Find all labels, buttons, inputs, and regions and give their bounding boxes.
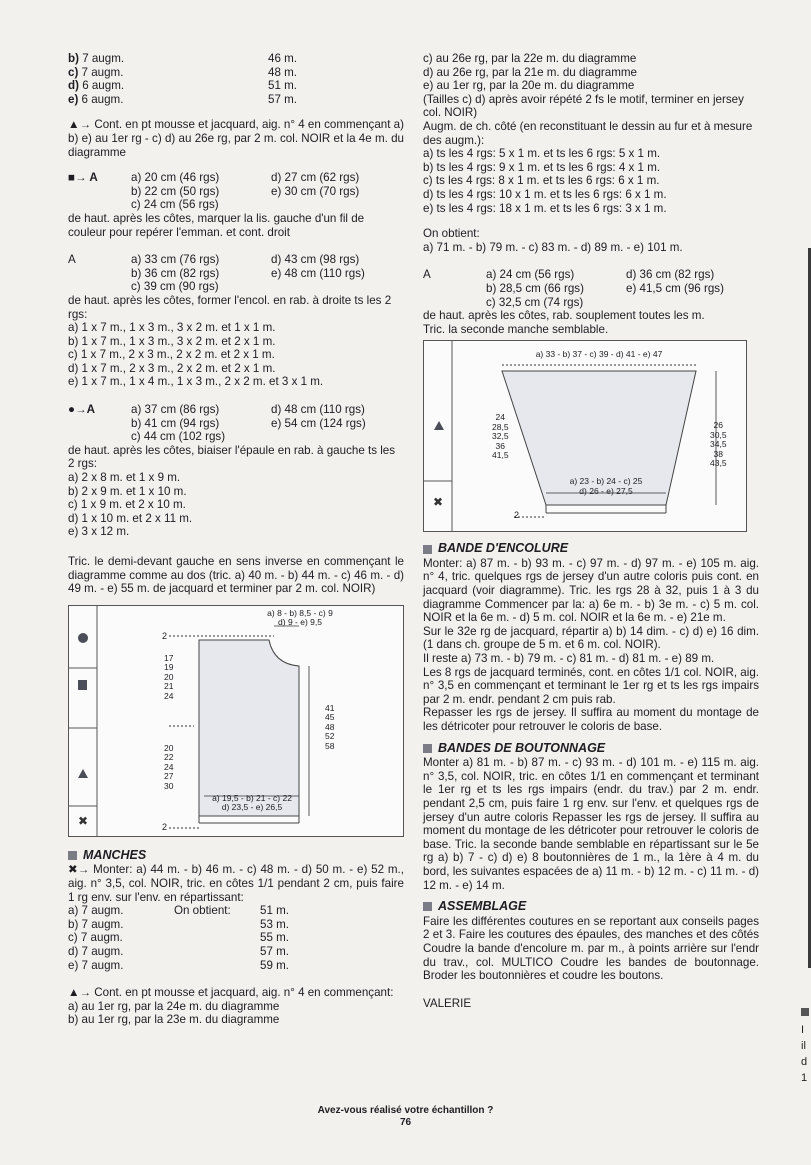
square-bullet-icon: [423, 744, 432, 753]
list-item: d) 1 x 10 m. et 2 x 11 m.: [68, 511, 193, 525]
paragraph-neckline: de haut. après les côtes, former l'encol. en rab. à droite ts les 2 rgs:: [68, 293, 392, 321]
list-item: e) ts les 4 rgs: 18 x 1 m. et ts les 6 rgs: 3 x 1 m.: [423, 201, 667, 215]
list-item: a) 1 x 7 m., 1 x 3 m., 3 x 2 m. et 1 x 1 m.: [68, 321, 276, 335]
adjacent-page-text: I il d 1: [801, 1008, 811, 1086]
top-row-marker: 2: [162, 630, 168, 641]
list-item: e) 1 x 7 m., 1 x 4 m., 1 x 3 m., 2 x 2 m. et 3 x 1 m.: [68, 375, 324, 389]
increases-list: [423, 147, 759, 215]
right-column: [423, 52, 759, 1010]
size-block-sleeve: A a) 24 cm (56 rgs) d) 36 cm (82 rgs) b) 28,5 cm (66 rgs) e) 41,5 cm (96 rgs) c) 32,5 cm (74 rgs): [423, 268, 724, 309]
square-bullet-icon: [423, 545, 432, 554]
top-dim-label: a) 8 - b) 8,5 - c) 9 d) 9 - e) 9,5: [267, 607, 333, 627]
list-item: c) au 26e rg, par la 22e m. du diagramme: [423, 52, 637, 65]
triangle-symbol-icon: [78, 769, 88, 778]
total-heights: 41 45 48 52 58: [325, 702, 335, 751]
paragraph-encolure-4: Les 8 rgs de jacquard terminés, cont. en côtes 1/1 col. NOIR, aig. n° 3,5 en commençant et terminant le 1er rg et ts les rgs impairs par 2 m. endr. pendant 2 cm puis rab.: [423, 665, 759, 706]
armhole-heights: 17 19 20 21 24: [164, 652, 174, 701]
list-item: a) au 1er rg, par la 24e m. du diagramme: [68, 999, 280, 1013]
square-bullet-icon: [423, 902, 432, 911]
paragraph-increases: Augm. de ch. côté (en reconstituant le dessin au fur et à mesure des augm.):: [423, 119, 753, 147]
list-item: c) 7 augm. 48 m.: [68, 65, 297, 79]
section-heading-encolure: BANDE D'ENCOLURE: [423, 542, 759, 556]
paragraph-encolure-5: Repasser les rgs de jersey. Il suffira au moment du montage de les détricoter pour retrouver le coloris de base.: [423, 706, 759, 733]
paragraph-encolure: Monter: a) 87 m. - b) 93 m. - c) 97 m. - d) 97 m. - e) 105 m. aig. n° 4, tric. quelques rgs de jersey d'un autre coloris puis cont. en jacquard (voir diagramme). Tric. les rgs 28 à 32, puis 1 à 3 du diagramme Commencer par la: a) 6e m. - b) 3e m. - c) 5 m. col. NOIR et la 6e m. - d) 5 m. col. NOIR et la 6e m. - e) 21e m.: [423, 556, 759, 625]
page-number: 76: [399, 1117, 412, 1128]
bottom-row-marker: 2: [162, 821, 168, 832]
size-block-neckline: A a) 33 cm (76 rgs) d) 43 cm (98 rgs) b) 36 cm (82 rgs) e) 48 cm (110 rgs) c) 39 cm (90 rgs): [68, 253, 365, 294]
paragraph-manches-intro: ✖→ Monter: a) 44 m. - b) 46 m. - c) 48 m. - d) 50 m. - e) 52 m., aig. n° 3,5, col. NOIR, tric. en côtes 1/1 pendant 2 cm, puis faire 1 rg env. sur l'env. en répartissant:: [68, 863, 404, 904]
paragraph-jacquard: ▲→ Cont. en pt mousse et jacquard, aig. n° 4 en commençant a) b) e) au 1er rg - c) d) au 26e rg, par 2 m. col. NOIR et la 4e m. du diagramme: [68, 118, 404, 159]
list-item: b) au 1er rg, par la 23e m. du diagramme: [68, 1013, 280, 1027]
neckline-list: [68, 321, 404, 389]
list-item: d) ts les 4 rgs: 10 x 1 m. et ts les 6 rgs: 6 x 1 m.: [423, 187, 667, 201]
cross-symbol-icon: ✖: [78, 813, 89, 828]
size-block-armhole: ■→ A a) 20 cm (46 rgs) d) 27 cm (62 rgs) b) 22 cm (50 rgs) e) 30 cm (70 rgs) c) 24 cm (56 rgs): [68, 171, 360, 212]
sleeve-left-heights: 24 28,5 32,5 36 41,5: [492, 412, 509, 461]
triangle-symbol-icon: [434, 421, 444, 430]
sleeve-schematic-drawing: [424, 341, 746, 531]
list-item: c) 1 x 9 m. et 2 x 10 m.: [68, 498, 186, 512]
list-item: b) 7 augm. 46 m.: [68, 52, 297, 65]
sleeve-right-heights: 26 30,5 34,5 38 43,5: [710, 420, 727, 469]
circle-symbol-icon: [78, 633, 88, 643]
list-item: d) au 26e rg, par la 21e m. du diagramme: [423, 65, 637, 79]
bottom-dim-label: a) 23 - b) 24 - c) 25 d) 26 - e) 27,5: [569, 476, 643, 496]
section-heading-manches: MANCHES: [68, 849, 404, 863]
list-item: a) 2 x 8 m. et 1 x 9 m.: [68, 471, 181, 485]
section-heading-assemblage: ASSEMBLAGE: [423, 900, 759, 914]
square-bullet-icon: [801, 1008, 809, 1016]
paragraph-sizes-note: (Tailles c) d) après avoir répété 2 fs le motif, terminer en jersey col. NOIR): [423, 92, 744, 120]
left-column: [68, 52, 404, 1027]
list-item: c) ts les 4 rgs: 8 x 1 m. et ts les 6 rgs: 6 x 1 m.: [423, 174, 660, 188]
list-item: e) 3 x 12 m.: [68, 525, 130, 539]
paragraph-encolure-3: Il reste a) 73 m. - b) 79 m. - c) 81 m. - d) 81 m. - e) 89 m.: [423, 652, 715, 666]
shoulder-list: [68, 471, 404, 539]
paragraph-encolure-2: Sur le 32e rg de jacquard, répartir a) b) 14 dim. - c) d) e) 16 dim. (1 dans ch. groupe de 5 m. et 6 m. col. NOIR).: [423, 624, 759, 652]
paragraph-left-front: Tric. le demi-devant gauche en sens inverse en commençant le diagramme comme au dos (tric. a) 40 m. - b) 44 m. - c) 46 m. - d) 49 m. - e) 55 m. de jacquard et terminer par 2 m. col. NOIR): [68, 555, 404, 596]
list-item: e) 6 augm. 57 m.: [68, 92, 297, 106]
paragraph-shoulder: de haut. après les côtes, biaiser l'épaule en rab. à gauche ts les 2 rgs:: [68, 443, 396, 471]
footer-question: Avez-vous réalisé votre échantillon ?: [317, 1105, 494, 1116]
intro-list: [68, 52, 404, 106]
list-item: b) 1 x 7 m., 1 x 3 m., 3 x 2 m. et 2 x 1 m.: [68, 334, 276, 348]
signature: VALERIE: [423, 996, 472, 1010]
top-dim-label: a) 33 - b) 37 - c) 39 - d) 41 - e) 47: [535, 349, 663, 360]
list-item: b) ts les 4 rgs: 9 x 1 m. et ts les 6 rgs: 4 x 1 m.: [423, 160, 661, 174]
list-item: b) 2 x 9 m. et 1 x 10 m.: [68, 484, 187, 498]
size-block-shoulder: ●→A a) 37 cm (86 rgs) d) 48 cm (110 rgs) b) 41 cm (94 rgs) e) 54 cm (124 rgs) c) 44 cm (102 rgs): [68, 403, 366, 444]
paragraph-obtient: On obtient:: [423, 227, 480, 241]
paragraph-second-sleeve: Tric. la seconde manche semblable.: [423, 322, 609, 336]
row-marker: 2: [514, 510, 520, 521]
paragraph-bind-off: de haut. après les côtes, rab. souplement toutes les m.: [423, 309, 705, 323]
front-schematic: [68, 605, 404, 837]
paragraph-armhole: de haut. après les côtes, marquer la lis. gauche d'un fil de couleur pour repérer l'emman. et cont. droit: [68, 211, 365, 239]
square-symbol-icon: [78, 680, 87, 690]
list-item: c) 1 x 7 m., 2 x 3 m., 2 x 2 m. et 2 x 1 m.: [68, 348, 275, 362]
paragraph-obtient-values: a) 71 m. - b) 79 m. - c) 83 m. - d) 89 m. - e) 101 m.: [423, 240, 683, 254]
section-heading-boutonnage: BANDES DE BOUTONNAGE: [423, 742, 759, 756]
paragraph-manches-cont: ▲→ Cont. en pt mousse et jacquard, aig. n° 4 en commençant:: [68, 986, 394, 1000]
page-footer: [0, 1105, 811, 1129]
paragraph-boutonnage: Monter a) 81 m. - b) 87 m. - c) 93 m. - d) 101 m. - e) 115 m. aig. n° 3,5, col. NOIR, tric. en côtes 1/1 en commençant et terminant le 1er rg et ts les rgs impairs (endr. du trav.) par 2 m. endr. pendant 2,5 cm, puis faire 1 rg env. sur l'env. et quelques rgs de jersey d'un autre coloris Repasser les rgs de jersey. Il suffira au moment du montage de les détricoter pour retrouver le coloris de base. Tric. la seconde bande semblable en répartissant sur le 5e rg a) b) 7 - c) d) e) 8 boutonnières de 1 m., la 1ère à 4 m. du bord, les suivantes espacées de a) 11 m. - b) 12 m. - c) 11 m. - d) 12 m. - e) 14 m.: [423, 756, 759, 892]
manches-table: a) 7 augm. On obtient: 51 m. b) 7 augm. 53 m. c) 7 augm. 55 m. d) 7 augm. 57 m. e) 7 augm. 59 m.: [68, 904, 289, 972]
list-item: e) au 1er rg, par la 20e m. du diagramme: [423, 79, 635, 93]
list-item: d) 6 augm. 51 m.: [68, 79, 297, 93]
sleeve-schematic: [423, 340, 747, 532]
paragraph-assemblage: Faire les différentes coutures en se reportant aux conseils pages 2 et 3. Faire les coutures des épaules, des manches et des côtés Coudre la bande d'encolure m. par m., à points arrière sur l'endr du trav., col. MULTICO Coudre les bandes de boutonnage. Broder les boutonnières et coudre les boutons.: [423, 914, 759, 983]
bottom-dim-label: a) 19,5 - b) 21 - c) 22 d) 23,5 - e) 26,5: [212, 792, 292, 813]
cross-symbol-icon: ✖: [433, 495, 444, 510]
square-bullet-icon: [68, 851, 77, 860]
list-item: d) 1 x 7 m., 2 x 3 m., 2 x 2 m. et 2 x 1 m.: [68, 361, 276, 375]
list-item: a) ts les 4 rgs: 5 x 1 m. et ts les 6 rgs: 5 x 1 m.: [423, 147, 661, 161]
body-heights: 20 22 24 27 30: [164, 742, 174, 791]
